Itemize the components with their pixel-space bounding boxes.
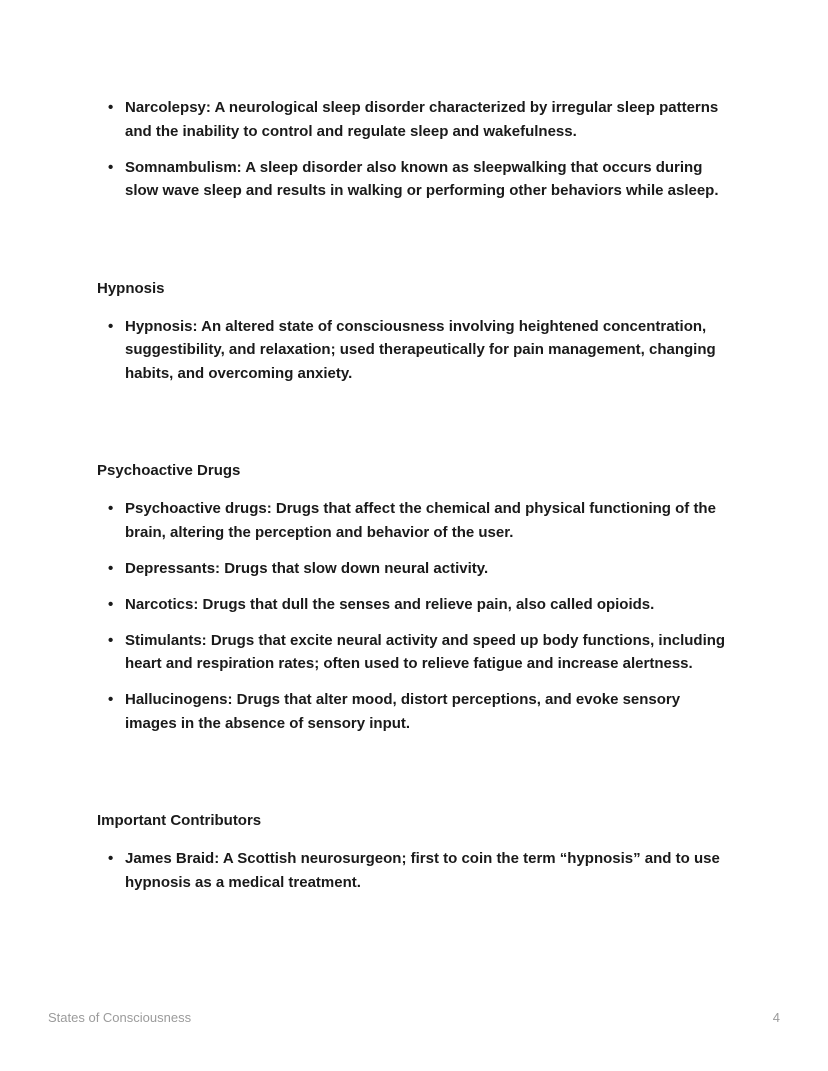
document-section <box>97 811 735 894</box>
section-heading: Psychoactive Drugs <box>97 462 241 479</box>
bullet-list <box>97 497 735 735</box>
bullet-item: • James Braid: A Scottish neurosurgeon; first to coin the term “hypnosis” and to use hypnosis as a medical treatment. <box>97 847 735 894</box>
document-section <box>97 461 735 735</box>
document-content <box>97 96 735 894</box>
bullet-item: • Somnambulism: A sleep disorder also known as sleepwalking that occurs during slow wave sleep and results in walking or performing other behaviors while asleep. <box>97 156 735 203</box>
bullet-list <box>97 96 735 203</box>
bullet-item: • Psychoactive drugs: Drugs that affect the chemical and physical functioning of the brain, altering the perception and behavior of the user. <box>97 497 735 544</box>
footer-document-title: States of Consciousness <box>48 1010 192 1025</box>
section-heading: Hypnosis <box>97 279 165 297</box>
footer-page-number: 4 <box>772 1010 780 1025</box>
bullet-item: • Narcotics: Drugs that dull the senses and relieve pain, also called opioids. <box>97 593 735 617</box>
bullet-item: • Hypnosis: An altered state of consciousness involving heightened concentration, suggestibility, and relaxation; used therapeutically for pain management, changing habits, and overcoming anxiety. <box>97 315 735 386</box>
bullet-item: • Depressants: Drugs that slow down neural activity. <box>97 557 735 581</box>
bullet-list <box>97 847 735 894</box>
bullet-item: • Hallucinogens: Drugs that alter mood, distort perceptions, and evoke sensory images in the absence of sensory input. <box>97 688 735 735</box>
section-heading: Important Contributors <box>97 812 262 829</box>
page-footer <box>48 1010 780 1026</box>
document-section <box>97 96 735 203</box>
bullet-item: • Narcolepsy: A neurological sleep disorder characterized by irregular sleep patterns and the inability to control and regulate sleep and wakefulness. <box>97 96 735 143</box>
bullet-list <box>97 315 735 386</box>
bullet-item: • Stimulants: Drugs that excite neural activity and speed up body functions, including heart and respiration rates; often used to relieve fatigue and increase alertness. <box>97 629 735 676</box>
document-section <box>97 279 735 386</box>
